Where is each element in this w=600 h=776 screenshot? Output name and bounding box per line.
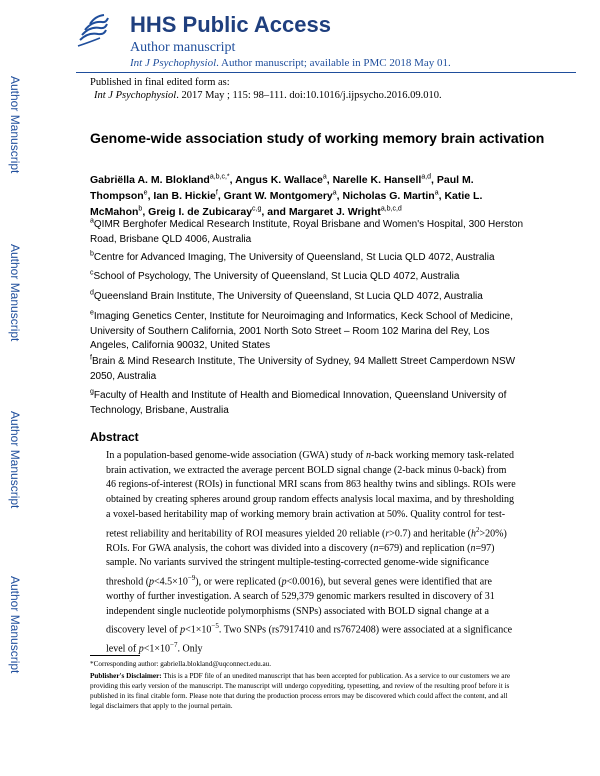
publication-details: . 2017 May ; 115: 98–111. doi:10.1016/j.ijpsycho.2016.09.010. bbox=[176, 90, 442, 101]
footnote-rule bbox=[90, 655, 140, 656]
author-name: Angus K. Wallace bbox=[235, 174, 323, 186]
sidebar-label: Author Manuscript bbox=[8, 576, 22, 674]
author-separator: , bbox=[142, 206, 149, 218]
sidebar-label: Author Manuscript bbox=[8, 411, 22, 509]
author-name: Narelle K. Hansell bbox=[332, 174, 422, 186]
corresponding-author-note: *Corresponding author: gabriella.blokland@uqconnect.edu.au. bbox=[90, 660, 272, 668]
author-separator: , bbox=[147, 190, 154, 202]
affiliation-mark: a bbox=[90, 217, 94, 225]
author-affiliation-marks: a bbox=[332, 189, 337, 197]
header-journal: Int J Psychophysiol bbox=[130, 57, 217, 69]
affiliation bbox=[90, 310, 530, 354]
author-affiliation-marks: a bbox=[434, 189, 439, 197]
author-separator: , bbox=[229, 174, 236, 186]
affiliation-mark: c bbox=[90, 269, 94, 277]
affiliation-text: Queensland Brain Institute, The University of Queensland, St Lucia QLD 4072, Australia bbox=[93, 291, 483, 302]
author-name: Katie L. McMahon bbox=[90, 190, 483, 218]
affiliation-mark: f bbox=[90, 354, 92, 362]
author-affiliation-marks: a,b,c,* bbox=[209, 173, 230, 181]
author-name: Margaret J. Wright bbox=[288, 206, 381, 218]
affiliation-text: Brain & Mind Research Institute, The University of Sydney, 94 Mallett Street Camperdown NSW 2050, Australia bbox=[90, 356, 516, 382]
published-in-label: Published in final edited form as: bbox=[90, 77, 230, 88]
author-separator: , bbox=[326, 174, 333, 186]
affiliation bbox=[90, 389, 530, 418]
author-manuscript-label: Author manuscript bbox=[130, 40, 236, 55]
affiliation bbox=[90, 218, 530, 247]
author-affiliation-marks: a,d bbox=[421, 173, 432, 181]
header-rule bbox=[76, 72, 576, 73]
author-name: Grant W. Montgomery bbox=[223, 190, 333, 202]
sidebar-label: Author Manuscript bbox=[8, 244, 22, 342]
author-affiliation-marks: c,g bbox=[252, 205, 262, 213]
disclaimer-label: Publisher's Disclaimer: bbox=[90, 672, 162, 680]
sidebar-label: Author Manuscript bbox=[8, 76, 22, 174]
abstract-text: In a population-based genome-wide association (GWA) study of n-back working memory task-related brain activation, we extracted the average percent BOLD signal change (2-back minus 0-back) from 46 regions-of-interest (ROIs) in functional MRI scans from 863 healthy twins and siblings. ROIs were obtained by creating spheres around group random effects analysis local maxima, and by thresholding a voxel-based heritability map of working memory brain activation at 50%. Quality control for test-retest reliability and heritability of ROI measures yielded 20 reliable (r>0.7) and heritable $(h^2>20\%)$ ROIs. For GWA analysis, the cohort was divided into a discovery (n=679) and replication (n=97) sample. No variants survived the stringent multiple-testing-corrected genome-wide significance threshold $(p<4.5\times 10^{-9})$, or were replicated (p<0.0016), but several genes were identified that are worthy of further investigation. A search of 529,379 genomic markers resulted in discovery of 31 independent single nucleotide polymorphisms (SNPs) associated with BOLD signal change at a discovery level of $p<1\times 10^{-5}$. Two SNPs (rs7917410 and rs7672408) were associated at a significance level of $p<1\times 10^{-7}$. Only bbox=[106, 450, 516, 655]
affiliation-text: Faculty of Health and Institute of Health and Biomedical Innovation, Queensland University of Technology, Brisbane, Australia bbox=[90, 390, 507, 416]
author-affiliation-marks: f bbox=[215, 189, 218, 197]
affiliation-text: Imaging Genetics Center, Institute for Neuroimaging and Informatics, Keck School of Medicine, University of Southern California, 2001 North Soto Street – Room 102 Marina del Rey, Los Angeles, California 90032, United States bbox=[90, 311, 514, 351]
affiliation-mark: b bbox=[90, 250, 94, 258]
author-separator: , and bbox=[261, 206, 289, 218]
abstract-heading: Abstract bbox=[90, 430, 139, 444]
author-separator: , bbox=[431, 174, 437, 186]
author-manuscript-sidebar bbox=[0, 0, 40, 776]
affiliation bbox=[90, 290, 530, 305]
author-affiliation-marks: a,b,c,d bbox=[380, 205, 402, 213]
hhs-eagle-logo-icon bbox=[76, 10, 110, 48]
affiliation-text: QIMR Berghofer Medical Research Institute, Royal Brisbane and Women's Hospital, 300 Herston Road, Brisbane QLD 4006, Australia bbox=[90, 219, 524, 245]
author-name: Gabriëlla A. M. Blokland bbox=[90, 174, 210, 186]
affiliation-text: School of Psychology, The University of Queensland, St Lucia QLD 4072, Australia bbox=[93, 271, 460, 282]
author-name: Paul M. Thompson bbox=[90, 174, 474, 202]
affiliation-mark: d bbox=[90, 289, 94, 297]
affiliation bbox=[90, 355, 530, 384]
publisher-disclaimer bbox=[90, 671, 520, 711]
author-separator: , bbox=[438, 190, 445, 202]
affiliation-mark: g bbox=[90, 388, 94, 396]
author-name: Nicholas G. Martin bbox=[342, 190, 435, 202]
affiliation bbox=[90, 270, 530, 285]
author-name: Ian B. Hickie bbox=[153, 190, 216, 202]
affiliation-mark: e bbox=[90, 309, 94, 317]
hhs-public-access-title: HHS Public Access bbox=[130, 12, 331, 37]
header-citation-rest: . Author manuscript; available in PMC 2018 May 01. bbox=[216, 57, 451, 69]
author-separator: , bbox=[217, 190, 224, 202]
affiliation-text: Centre for Advanced Imaging, The University of Queensland, St Lucia QLD 4072, Australia bbox=[93, 252, 495, 263]
author-list bbox=[90, 172, 530, 220]
author-affiliation-marks: b bbox=[138, 205, 143, 213]
publication-journal: Int J Psychophysiol bbox=[94, 90, 177, 101]
affiliation bbox=[90, 251, 530, 266]
author-name: Greig I. de Zubicaray bbox=[148, 206, 253, 218]
author-separator: , bbox=[336, 190, 343, 202]
author-affiliation-marks: e bbox=[143, 189, 148, 197]
header-citation bbox=[130, 57, 451, 69]
article-title: Genome-wide association study of working memory brain activation bbox=[90, 130, 545, 146]
disclaimer-text: This is a PDF file of an unedited manuscript that has been accepted for publication. As a service to our customers we are providing this early version of the manuscript. The manuscript will undergo copyediting, typesetting, and review of the resulting proof before it is published in its final citable form. Please note that during the production process errors may be discovered which could affect the content, and all legal disclaimers that apply to the journal pertain. bbox=[90, 672, 511, 710]
publication-citation bbox=[94, 90, 442, 101]
author-affiliation-marks: a bbox=[322, 173, 327, 181]
